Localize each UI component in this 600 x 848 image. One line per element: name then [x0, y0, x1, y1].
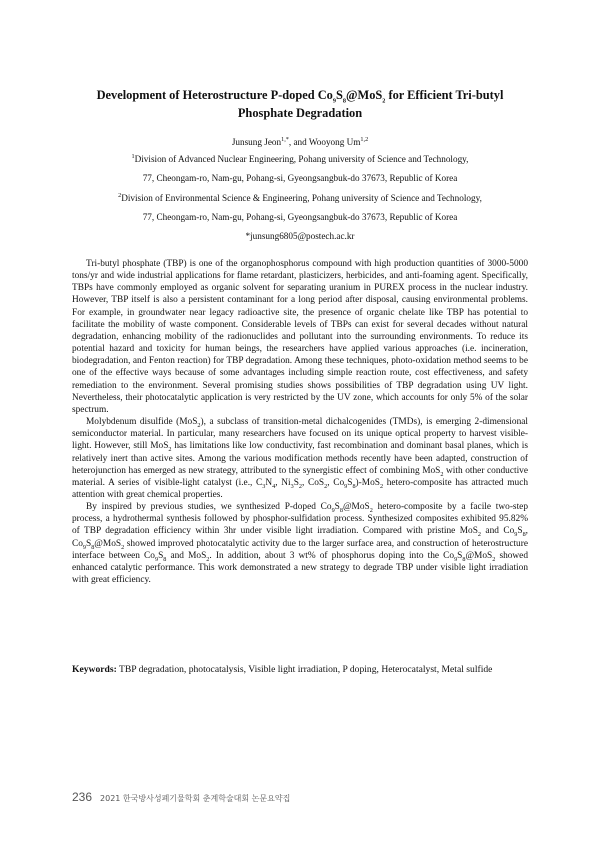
title-text: @MoS	[345, 88, 383, 102]
title-text: Development of Heterostructure P-doped Co	[96, 88, 333, 102]
subscript: 3	[290, 482, 294, 490]
subscript: 8	[352, 482, 356, 490]
text-run: has limitations like low conductivity, fast recombination and dominant basal planes, which is relatively inert than active sites. Among the various modification methods recently have been adapted, construction of heterojunction has emerged as new strategy, attributed to the synergistic effect of combining MoS	[72, 441, 528, 476]
subscript: 2	[206, 555, 210, 563]
subscript: 2	[121, 543, 125, 551]
contact-email: *junsung6805@postech.ac.kr	[245, 231, 355, 241]
text-run: . In addition, about 3 wt% of phosphorus doping into the Co	[209, 550, 455, 561]
abstract-body	[72, 258, 528, 586]
title-subscript: 2	[382, 97, 386, 105]
subscript: 4	[272, 482, 276, 490]
paragraph-1: Tri-butyl phosphate (TBP) is one of the organophosphorus compound with high production quantities of 3000-5000 tons/yr and wide industrial applications for flame retardant, plasticizers, herbicides, and anti-foaming agent. Specifically, TBPs have commonly employed as organic solvent for separating uranium in PUREX process in the nuclear industry. However, TBP itself is also a persistent contaminant for a long period after disposal, causing environmental problems. For example, in groundwater near legacy radioactive site, the presence of organic chelate like TBP has potential to facilitate the mobility of waste component. Considerable levels of TBPs can exist for several decades without natural degradation, enhancing mobility of the radionuclides and pollutant into the surrounding environments. To reduce its potential hazard and toxicity for human beings, the researchers have applied various approaches (i.e. incineration, biodegradation, and Fenton reaction) for TBP degradation. Among these techniques, photo-oxidation method seems to be one of the effective ways because of some advantages including simple reaction route, cost effectiveness, and safety remediation to the environment. Several promising studies shows possibilities of TBP degradation using UV light. Nevertheless, their photocatalytic application is very restricted by the UV zone, which accounts for only 5% of the solar spectrum.	[72, 259, 528, 415]
text-run: S	[457, 550, 463, 561]
subscript: 8	[163, 555, 167, 563]
paragraph-3	[72, 501, 528, 586]
text-run: By inspired by previous studies, we synthesized P-doped Co	[86, 502, 332, 513]
author-line	[40, 136, 560, 148]
text-run: S	[86, 538, 92, 549]
subscript: 2	[324, 482, 328, 490]
affiliation-1-line-2: 77, Cheongam-ro, Nam-gu, Pohang-si, Gyeongsangbuk-do 37673, Republic of Korea	[142, 173, 458, 183]
text-run: with other conductive material. A series of visible-light catalyst (i.e., C	[72, 465, 528, 488]
author-name: , and Wooyong Um	[288, 137, 361, 147]
title-line-2: Phosphate Degradation	[237, 106, 363, 120]
affiliation-superscript: 2	[118, 191, 122, 199]
subscript: 2	[197, 421, 201, 429]
text-run: S	[517, 526, 523, 537]
page-number: 236	[72, 790, 93, 804]
subscript: 8	[339, 506, 343, 514]
subscript: 2	[298, 482, 302, 490]
affiliation-text: Division of Advanced Nuclear Engineering, Pohang university of Science and Technology,	[134, 154, 469, 164]
subscript: 2	[168, 446, 172, 454]
subscript: 9	[454, 555, 458, 563]
affiliation-2-line-1	[40, 192, 560, 204]
affiliation-1-line-1	[40, 153, 560, 165]
paper-title	[60, 86, 540, 122]
keywords	[72, 664, 528, 677]
text-run: @MoS	[465, 550, 493, 561]
page-footer	[72, 790, 290, 804]
subscript: 8	[522, 531, 526, 539]
text-run: hetero-composite by a facile two-step process, a hydrothermal synthesis followed by phosphor-sulfidation process. Synthesized composites exhibited 95.82% of TBP degradation efficiency within 3hr under visible light irradiation. Compared with pristine MoS	[72, 502, 528, 537]
subscript: 9	[344, 482, 348, 490]
text-run: , Co	[72, 526, 528, 549]
subscript: 8	[91, 543, 95, 551]
affiliation-2-line-2: 77, Cheongam-ro, Nam-gu, Pohang-si, Gyeongsangbuk-do 37673, Republic of Korea	[142, 212, 458, 222]
text-run: showed improved photocatalytic activity due to the larger surface area, and construction of heterostructure interface between Co	[72, 538, 528, 561]
keywords-text: TBP degradation, photocatalysis, Visible light irradiation, P doping, Heterocatalyst, Metal sulfide	[116, 664, 493, 675]
affiliation-text: Division of Environmental Science & Engineering, Pohang university of Science and Technology,	[121, 193, 482, 203]
subscript: 9	[82, 543, 86, 551]
text-run: showed enhanced catalytic performance. This work demonstrated a new strategy to degrade TBP under visible light irradiation with great efficiency.	[72, 550, 528, 586]
text-run: and MoS	[166, 550, 207, 561]
subscript: 8	[462, 555, 466, 563]
text-run: S	[334, 502, 340, 513]
text-run: @MoS	[342, 502, 370, 513]
subscript: 9	[154, 555, 159, 563]
subscript: 2	[492, 555, 496, 563]
text-run: ), a subclass of transition-metal dichalcogenides (TMDs), is emerging 2-dimensional semiconductor material. In particular, many researchers have focused on its unique optical property to harvest visible-light. However, still MoS	[72, 417, 528, 452]
subscript: 2	[440, 470, 444, 478]
subscript: 3	[262, 482, 266, 490]
subscript: 9	[331, 506, 335, 514]
text-run: )-MoS	[355, 477, 380, 488]
text-run: and Co	[481, 526, 515, 537]
text-run: , Ni	[275, 477, 291, 488]
title-text: S	[335, 88, 343, 102]
text-run: N	[265, 477, 273, 488]
paragraph-2	[72, 416, 528, 501]
title-subscript: 9	[332, 97, 336, 105]
text-run: S	[347, 477, 353, 488]
subscript: 9	[514, 531, 518, 539]
keywords-label: Keywords:	[72, 664, 117, 675]
author-superscript: 1,*	[281, 135, 289, 143]
subscript: 2	[477, 531, 481, 539]
title-subscript: 8	[342, 97, 346, 105]
author-name: Junsung Jeon	[231, 137, 282, 147]
text-run: Molybdenum disulfide (MoS	[86, 417, 198, 428]
affiliation-superscript: 1	[131, 152, 135, 160]
text-run: , CoS	[302, 477, 325, 488]
subscript: 2	[379, 482, 384, 490]
author-superscript: 1,2	[360, 135, 369, 143]
text-run: S	[293, 477, 299, 488]
text-run: @MoS	[94, 538, 122, 549]
text-run: S	[158, 550, 164, 561]
text-run: , Co	[327, 477, 345, 488]
footer-text: 2021 한국방사성폐기물학회 춘계학술대회 논문요약집	[100, 794, 291, 803]
subscript: 2	[369, 506, 373, 514]
text-run: hetero-composite has attracted much attention with great chemical properties.	[72, 477, 529, 500]
title-text: for Efficient Tri-butyl	[385, 88, 504, 102]
